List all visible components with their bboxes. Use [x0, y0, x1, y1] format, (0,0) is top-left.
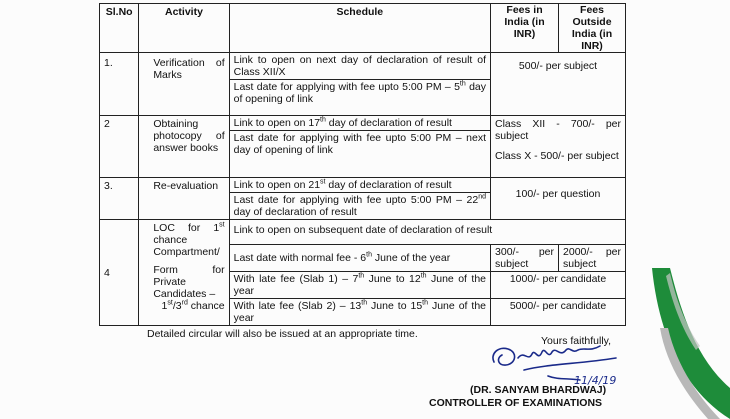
handwritten-signature: [488, 340, 628, 390]
header-fees-india: Fees in India (in INR): [491, 4, 559, 53]
text-fragment: chance Compartment/: [153, 234, 220, 258]
row1-activity: Verification of Marks: [139, 53, 229, 116]
header-activity: Activity: [139, 4, 229, 53]
table-header-row: [100, 4, 626, 53]
row3-fee: 100/- per question: [491, 178, 626, 220]
text-fragment: With late fee (Slab 1) – 7: [233, 273, 359, 285]
table-row: [100, 116, 626, 131]
row3-schedule-b: [229, 193, 490, 220]
board-logo-swoosh: [640, 268, 730, 419]
superscript: th: [358, 272, 365, 280]
header-slno: Sl.No: [100, 4, 139, 53]
row4-schedule-c: [229, 272, 490, 299]
superscript: rd: [181, 299, 188, 307]
table-row: [100, 220, 626, 245]
row4-activity-line-a: [153, 222, 224, 258]
header-schedule: Schedule: [229, 4, 490, 53]
header-fees-outside: Fees Outside India (in INR): [559, 4, 626, 53]
row4-fee-normal-india: 300/- per subject: [491, 245, 559, 272]
superscript: nd: [478, 193, 487, 201]
text-fragment: LOC for 1: [153, 222, 220, 234]
row1-schedule-a: Link to open on next day of declaration of result of Class XII/X: [229, 53, 490, 80]
text-fragment: /3: [172, 300, 182, 312]
text-fragment: chance: [187, 300, 225, 312]
row4-fee-normal-outside: 2000/- per subject: [559, 245, 626, 272]
text-fragment: With late fee (Slab 2) – 13: [233, 300, 362, 312]
row4-activity: [139, 220, 229, 326]
text-fragment: June to 12: [364, 273, 421, 285]
row4-activity-line-c: [153, 300, 224, 312]
text-fragment: day of declaration of result: [233, 206, 357, 218]
row1-schedule-b: [229, 80, 490, 116]
superscript: st: [320, 178, 326, 186]
superscript: th: [422, 299, 429, 307]
signatory-title: CONTROLLER OF EXAMINATIONS: [429, 397, 603, 409]
row2-fee: [491, 116, 626, 178]
superscript: th: [320, 116, 326, 124]
row4-fee-slab1: 1000/- per candidate: [491, 272, 626, 299]
text-fragment: June of the year: [371, 252, 451, 264]
row3-slno: 3.: [100, 178, 139, 220]
superscript: st: [219, 221, 225, 229]
row4-schedule-d: [229, 299, 490, 326]
row2-fee-class-xii: Class XII - 700/- per subject: [495, 118, 621, 142]
row3-activity: Re-evaluation: [139, 178, 229, 220]
superscript: th: [361, 299, 368, 307]
text-fragment: June of the year: [233, 300, 487, 324]
text-fragment: day of declaration of result: [325, 117, 452, 129]
text-fragment: Last date with normal fee - 6: [233, 252, 367, 264]
superscript: th: [366, 251, 372, 259]
text-fragment: Last date for applying with fee upto 5:00 PM – 22: [233, 194, 479, 206]
fees-schedule-table: [99, 3, 626, 326]
table-row: [100, 178, 626, 193]
row4-activity-line-b: Form for Private Candidates –: [153, 264, 225, 300]
text-fragment: June of the year: [233, 273, 487, 297]
superscript: th: [420, 272, 427, 280]
signatory-name: (DR. SANYAM BHARDWAJ): [470, 384, 607, 396]
text-fragment: Last date for applying with fee upto 5:00 PM – 5: [233, 81, 460, 93]
row4-slno: 4: [100, 220, 139, 326]
closing-salutation: Yours faithfully,: [541, 335, 612, 347]
superscript: th: [459, 80, 466, 88]
text-fragment: day of declaration of result: [325, 179, 452, 191]
superscript: st: [167, 299, 173, 307]
text-fragment: June to 15: [367, 300, 423, 312]
row2-fee-class-x: Class X - 500/- per subject: [495, 150, 619, 162]
text-fragment: Link to open on 21: [233, 179, 321, 191]
text-fragment: day of opening of link: [233, 81, 487, 105]
table-row: [100, 53, 626, 80]
row2-schedule-b: Last date for applying with fee upto 5:00 PM – next day of opening of link: [229, 131, 490, 178]
text-fragment: 1: [161, 300, 168, 312]
row2-slno: 2: [100, 116, 139, 178]
circular-note: Detailed circular will also be issued at an appropriate time.: [147, 328, 418, 340]
row4-fee-slab2: 5000/- per candidate: [491, 299, 626, 326]
row1-slno: 1.: [100, 53, 139, 116]
row2-schedule-a: [229, 116, 490, 131]
row4-schedule-b: [229, 245, 490, 272]
row2-activity: Obtaining photocopy of answer books: [139, 116, 229, 178]
signature-date: 11/4/19: [574, 374, 617, 387]
row1-fee: 500/- per subject: [491, 53, 626, 116]
row3-schedule-a: [229, 178, 490, 193]
row4-schedule-a: Link to open on subsequent date of declaration of result: [229, 220, 625, 245]
text-fragment: Link to open on 17: [233, 117, 321, 129]
